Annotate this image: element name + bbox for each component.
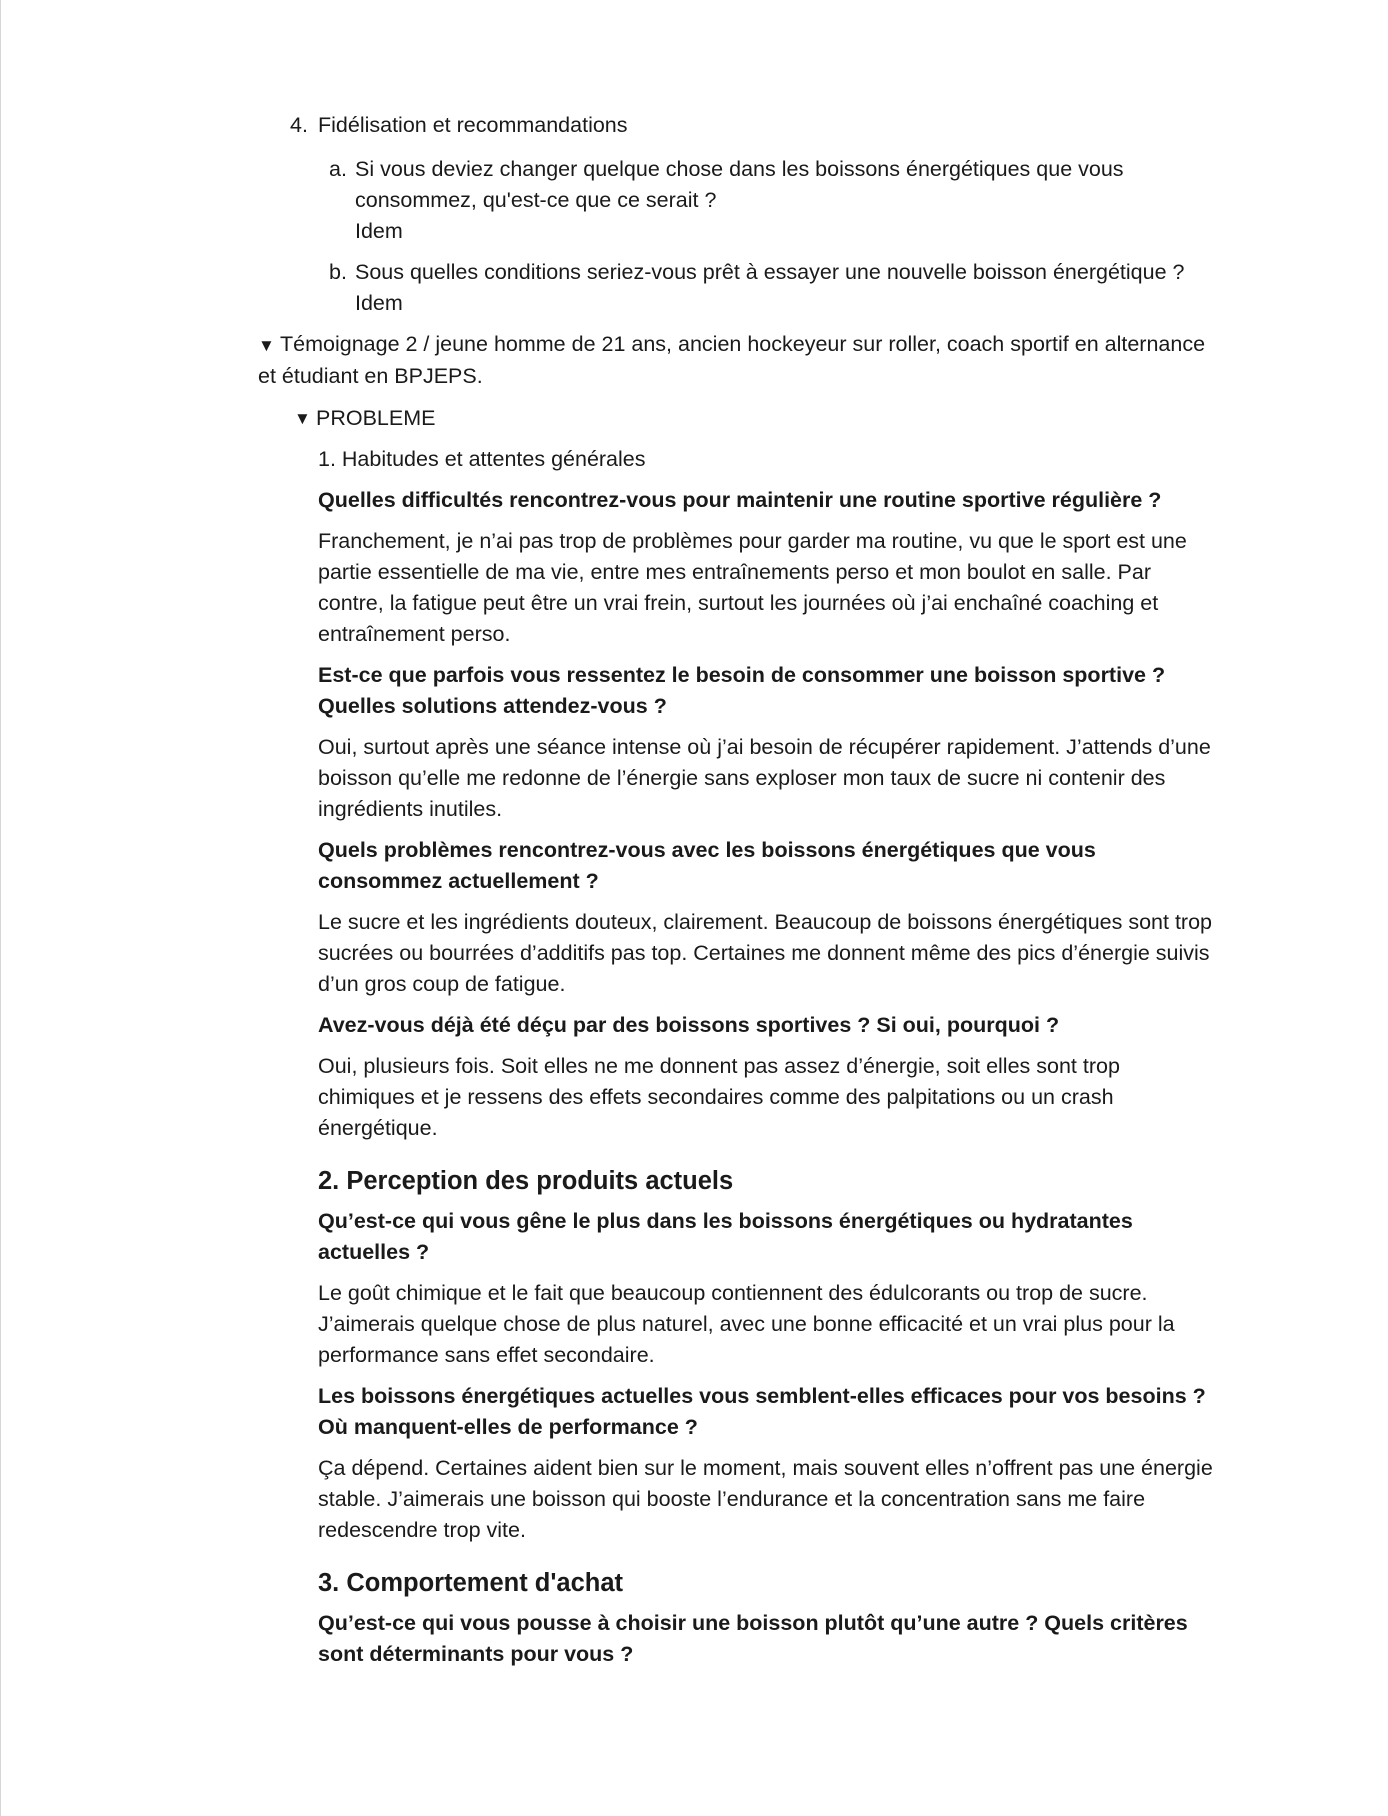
- question: Quels problèmes rencontrez-vous avec les boissons énergétiques que vous consommez actuellement ?: [318, 838, 1096, 893]
- problem-toggle-header[interactable]: [294, 403, 1218, 434]
- question: Est-ce que parfois vous ressentez le besoin de consommer une boisson sportive ? Quelles solutions attendez-vous ?: [318, 663, 1166, 718]
- sub-list-item: [258, 257, 1218, 319]
- question: Les boissons énergétiques actuelles vous semblent-elles efficaces pour vos besoins ? Où manquent-elles de performance ?: [318, 1384, 1206, 1439]
- answer: Oui, plusieurs fois. Soit elles ne me donnent pas assez d’énergie, soit elles sont trop chimiques et je ressens des effets secondaires comme des palpitations ou un crash énergétique.: [318, 1054, 1120, 1140]
- document-content: [258, 110, 1218, 1680]
- section-heading-perception: 2. Perception des produits actuels: [318, 1167, 734, 1195]
- list-number: 4.: [290, 113, 308, 137]
- testimony-title-line: [258, 329, 1218, 392]
- problem-title: PROBLEME: [316, 406, 436, 430]
- sub-answer: Idem: [355, 219, 403, 243]
- question: Qu’est-ce qui vous pousse à choisir une boisson plutôt qu’une autre ? Quels critères sont déterminants pour vous ?: [318, 1611, 1188, 1666]
- answer: Franchement, je n’ai pas trop de problèmes pour garder ma routine, vu que le sport est une partie essentielle de ma vie, entre mes entraînements perso et mon boulot en salle. Par contre, la fatigue peut être un vrai frein, surtout les journées où j’ai enchaîné coaching et entraînement perso.: [318, 529, 1187, 646]
- question: Avez-vous déjà été déçu par des boissons sportives ? Si oui, pourquoi ?: [318, 1013, 1060, 1037]
- problem-body: [294, 444, 1218, 1670]
- page-left-edge: [0, 0, 1, 1816]
- sub-question: Sous quelles conditions seriez-vous prêt à essayer une nouvelle boisson énergétique ?: [355, 260, 1185, 284]
- toggle-testimony[interactable]: [258, 329, 1218, 392]
- sub-list-marker: a.: [329, 157, 347, 181]
- answer: Oui, surtout après une séance intense où j’ai besoin de récupérer rapidement. J’attends d’une boisson qu’elle me redonne de l’énergie sans exploser mon taux de sucre ni contenir des ingrédients inutiles.: [318, 735, 1211, 821]
- toggle-triangle-icon[interactable]: ▼: [258, 336, 275, 355]
- sub-question: Si vous deviez changer quelque chose dans les boissons énergétiques que vous consommez, qu'est-ce que ce serait ?: [355, 157, 1124, 212]
- answer: Ça dépend. Certaines aident bien sur le moment, mais souvent elles n’offrent pas une énergie stable. J’aimerais une boisson qui booste l’endurance et la concentration sans me faire redescendre trop vite.: [318, 1456, 1213, 1542]
- sub-list-marker: b.: [329, 260, 347, 284]
- subheading-habitudes: 1. Habitudes et attentes générales: [318, 447, 646, 471]
- list-item-title: Fidélisation et recommandations: [318, 113, 628, 137]
- question: Qu’est-ce qui vous gêne le plus dans les boissons énergétiques ou hydratantes actuelles ?: [318, 1209, 1133, 1264]
- sub-list-item: [258, 154, 1218, 247]
- toggle-problem: [258, 403, 1218, 1670]
- question: Quelles difficultés rencontrez-vous pour maintenir une routine sportive régulière ?: [318, 488, 1162, 512]
- answer: Le sucre et les ingrédients douteux, clairement. Beaucoup de boissons énergétiques sont trop sucrées ou bourrées d’additifs pas top. Certaines me donnent même des pics d’énergie suivis d’un gros coup de fatigue.: [318, 910, 1213, 996]
- section-heading-achat: 3. Comportement d'achat: [318, 1569, 624, 1597]
- testimony-title: Témoignage 2 / jeune homme de 21 ans, ancien hockeyeur sur roller, coach sportif en alternance et étudiant en BPJEPS.: [258, 332, 1206, 388]
- answer: Le goût chimique et le fait que beaucoup contiennent des édulcorants ou trop de sucre. J’aimerais quelque chose de plus naturel, avec une bonne efficacité et un vrai plus pour la performance sans effet secondaire.: [318, 1281, 1175, 1367]
- list-item-fidelisation: [258, 110, 1218, 141]
- sub-list-fidelisation: [258, 154, 1218, 319]
- sub-answer: Idem: [355, 291, 403, 315]
- toggle-triangle-icon[interactable]: ▼: [294, 409, 311, 428]
